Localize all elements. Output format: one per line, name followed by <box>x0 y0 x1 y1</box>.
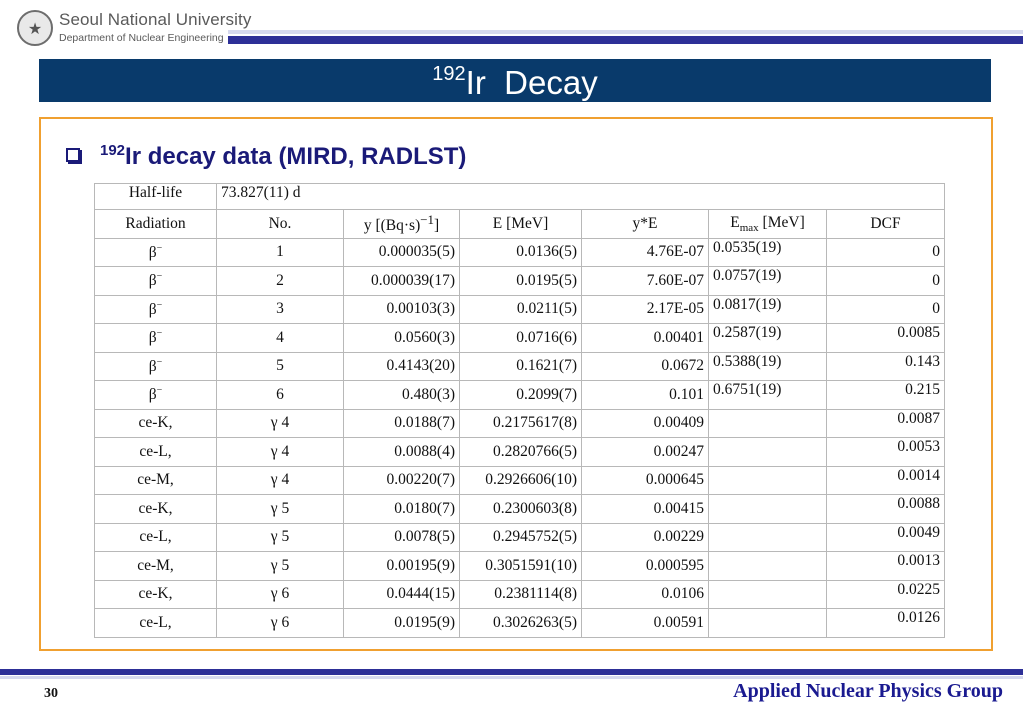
header-no: No. <box>217 210 344 239</box>
cell-no-text: γ 6 <box>270 585 290 603</box>
title-bar <box>39 59 991 102</box>
cell-no <box>217 466 344 495</box>
cell-radiation <box>95 352 217 381</box>
cell-radiation <box>95 552 217 581</box>
cell-yield <box>344 295 460 324</box>
cell-yield-energy <box>582 295 709 324</box>
cell-yield <box>344 381 460 410</box>
cell-yield-energy <box>582 324 709 353</box>
cell-yield-energy <box>582 495 709 524</box>
cell-yield-energy-text: 0.00415 <box>653 499 704 517</box>
cell-dcf-text: 0.0085 <box>897 324 940 341</box>
cell-yield-energy <box>582 580 709 609</box>
cell-radiation-superscript: − <box>156 271 163 283</box>
cell-yield-energy <box>582 552 709 581</box>
cell-yield-text: 0.00220(7) <box>386 471 455 489</box>
cell-energy-text: 0.0195(5) <box>516 271 577 289</box>
cell-yield-text: 0.4143(20) <box>386 357 455 375</box>
cell-no-text: 6 <box>276 385 284 403</box>
cell-yield-text: 0.0088(4) <box>394 442 455 460</box>
header-row <box>95 210 945 239</box>
cell-yield-text: 0.0188(7) <box>394 414 455 432</box>
cell-dcf <box>827 438 945 467</box>
cell-radiation-text: ce-K, <box>138 585 173 603</box>
cell-radiation-text: β <box>148 386 157 404</box>
cell-dcf-text: 0 <box>932 243 940 261</box>
cell-dcf-text: 0.0053 <box>897 438 940 455</box>
cell-no <box>217 580 344 609</box>
cell-radiation <box>95 295 217 324</box>
cell-radiation-text: β <box>148 329 157 347</box>
cell-emax <box>709 495 827 524</box>
cell-no-text: γ 4 <box>270 442 290 460</box>
cell-no-text: 4 <box>276 328 284 346</box>
cell-energy <box>460 238 582 267</box>
cell-radiation-text: β <box>148 300 157 318</box>
cell-radiation-text: ce-L, <box>139 442 172 460</box>
cell-yield <box>344 609 460 638</box>
cell-yield <box>344 352 460 381</box>
cell-radiation <box>95 238 217 267</box>
cell-energy-text: 0.0136(5) <box>516 243 577 261</box>
header-dcf: DCF <box>827 210 945 239</box>
header-energy: E [MeV] <box>460 210 582 239</box>
cell-energy <box>460 580 582 609</box>
cell-dcf <box>827 381 945 410</box>
cell-no <box>217 324 344 353</box>
cell-no-text: 2 <box>276 271 284 289</box>
cell-yield-energy <box>582 267 709 296</box>
cell-dcf <box>827 580 945 609</box>
cell-radiation-text: ce-M, <box>137 556 174 574</box>
cell-radiation <box>95 580 217 609</box>
cell-no-text: γ 5 <box>270 528 290 546</box>
cell-dcf-text: 0 <box>932 271 940 289</box>
slide-title <box>39 59 991 106</box>
header-emax-sub: max <box>739 221 759 234</box>
header-yield-close: ] <box>433 217 440 235</box>
cell-dcf <box>827 295 945 324</box>
cell-yield-energy <box>582 523 709 552</box>
cell-energy <box>460 523 582 552</box>
cell-no-text: 5 <box>276 357 284 375</box>
cell-yield <box>344 495 460 524</box>
cell-no-text: 1 <box>276 243 284 261</box>
cell-energy-text: 0.1621(7) <box>516 357 577 375</box>
table-row <box>95 580 945 609</box>
table-row <box>95 466 945 495</box>
cell-emax <box>709 438 827 467</box>
cell-energy-text: 0.2099(7) <box>516 385 577 403</box>
cell-emax-text: 0.0535(19) <box>713 238 782 256</box>
cell-yield-text: 0.000035(5) <box>378 243 455 261</box>
cell-no <box>217 267 344 296</box>
cell-dcf <box>827 523 945 552</box>
subtitle-mass-number: 192 <box>100 142 126 159</box>
cell-emax <box>709 580 827 609</box>
cell-dcf <box>827 495 945 524</box>
cell-dcf-text: 0.0013 <box>897 552 940 569</box>
cell-energy-text: 0.0211(5) <box>516 300 577 318</box>
halflife-value: 73.827(11) d <box>217 184 945 210</box>
cell-no <box>217 238 344 267</box>
cell-emax <box>709 352 827 381</box>
cell-energy <box>460 495 582 524</box>
cell-emax <box>709 466 827 495</box>
cell-radiation <box>95 409 217 438</box>
footer-divider <box>0 669 1023 679</box>
subtitle-text: Ir decay data (MIRD, RADLST) <box>125 143 467 170</box>
cell-emax <box>709 238 827 267</box>
cell-yield <box>344 267 460 296</box>
header-emax-unit: [MeV] <box>758 213 805 231</box>
cell-energy <box>460 438 582 467</box>
cell-yield-text: 0.00103(3) <box>386 300 455 318</box>
cell-no-text: γ 5 <box>270 499 290 517</box>
cell-dcf <box>827 324 945 353</box>
table-row <box>95 267 945 296</box>
cell-yield-energy-text: 0.0106 <box>661 585 704 603</box>
table-row <box>95 523 945 552</box>
cell-energy <box>460 609 582 638</box>
cell-yield-energy <box>582 466 709 495</box>
header-emax-main: E <box>730 213 740 231</box>
cell-yield-energy <box>582 238 709 267</box>
cell-radiation-superscript: − <box>156 328 163 340</box>
cell-yield-energy-text: 0.101 <box>669 385 704 403</box>
cell-yield <box>344 409 460 438</box>
cell-no <box>217 495 344 524</box>
cell-energy <box>460 552 582 581</box>
cell-energy-text: 0.0716(6) <box>516 328 577 346</box>
cell-energy-text: 0.2300603(8) <box>493 499 577 517</box>
cell-yield <box>344 523 460 552</box>
cell-energy-text: 0.2926606(10) <box>485 471 577 489</box>
cell-emax <box>709 295 827 324</box>
cell-yield-energy-text: 0.00247 <box>653 442 704 460</box>
cell-yield-text: 0.0078(5) <box>394 528 455 546</box>
cell-yield-text: 0.000039(17) <box>371 271 455 289</box>
title-element: Ir <box>465 64 486 101</box>
cell-yield-text: 0.00195(9) <box>386 556 455 574</box>
halflife-row <box>95 184 945 210</box>
cell-yield-energy-text: 0.00409 <box>653 414 704 432</box>
title-word: Decay <box>504 64 598 101</box>
header-yield-exponent: −1 <box>420 212 434 228</box>
cell-energy-text: 0.3051591(10) <box>485 556 577 574</box>
cell-radiation <box>95 495 217 524</box>
cell-no <box>217 552 344 581</box>
cell-no <box>217 409 344 438</box>
cell-yield <box>344 552 460 581</box>
cell-yield <box>344 580 460 609</box>
cell-dcf-text: 0.0087 <box>897 409 940 427</box>
cell-radiation <box>95 438 217 467</box>
cell-no <box>217 295 344 324</box>
table-row <box>95 381 945 410</box>
cell-emax <box>709 409 827 438</box>
cell-yield-text: 0.0180(7) <box>394 499 455 517</box>
table-row <box>95 324 945 353</box>
university-name: Seoul National University <box>59 10 252 29</box>
university-logo <box>15 8 252 48</box>
header-emax <box>709 210 827 239</box>
cell-energy-text: 0.2175617(8) <box>493 414 577 432</box>
cell-radiation-text: ce-L, <box>139 528 172 546</box>
department-name: Department of Nuclear Engineering <box>59 32 224 44</box>
cell-energy-text: 0.2820766(5) <box>493 442 577 460</box>
cell-yield-text: 0.0444(15) <box>386 585 455 603</box>
cell-yield-energy-text: 0.00229 <box>653 528 704 546</box>
cell-dcf <box>827 352 945 381</box>
cell-energy <box>460 324 582 353</box>
decay-data-table <box>94 183 945 638</box>
cell-yield-energy <box>582 438 709 467</box>
cell-dcf <box>827 267 945 296</box>
cell-dcf-text: 0 <box>932 300 940 318</box>
cell-emax-text: 0.0817(19) <box>713 295 782 313</box>
table-row <box>95 409 945 438</box>
cell-radiation-text: ce-L, <box>139 613 172 631</box>
cell-radiation <box>95 523 217 552</box>
cell-yield-energy <box>582 381 709 410</box>
table-row <box>95 352 945 381</box>
cell-yield-energy-text: 7.60E-07 <box>646 271 704 289</box>
cell-radiation <box>95 466 217 495</box>
cell-radiation <box>95 381 217 410</box>
cell-emax-text: 0.6751(19) <box>713 381 782 398</box>
cell-emax <box>709 267 827 296</box>
cell-no-text: 3 <box>276 300 284 318</box>
cell-no-text: γ 4 <box>270 471 290 489</box>
cell-emax-text: 0.5388(19) <box>713 352 782 370</box>
cell-yield-energy <box>582 352 709 381</box>
cell-emax <box>709 381 827 410</box>
cell-yield <box>344 238 460 267</box>
cell-radiation-superscript: − <box>156 299 163 311</box>
cell-radiation-superscript: − <box>156 356 163 368</box>
cell-dcf-text: 0.0088 <box>897 495 940 512</box>
header-radiation: Radiation <box>95 210 217 239</box>
cell-emax <box>709 324 827 353</box>
cell-no-text: γ 6 <box>270 613 290 631</box>
cell-yield <box>344 324 460 353</box>
header-yield-main: y [(Bq·s) <box>363 217 421 235</box>
cell-energy <box>460 267 582 296</box>
cell-yield-energy <box>582 609 709 638</box>
cell-energy <box>460 295 582 324</box>
header-yield-energy: y*E <box>582 210 709 239</box>
cell-yield-text: 0.0195(9) <box>394 613 455 631</box>
cell-radiation <box>95 609 217 638</box>
cell-radiation-text: β <box>148 357 157 375</box>
cell-yield <box>344 466 460 495</box>
header-yield <box>344 210 460 239</box>
cell-radiation-superscript: − <box>156 242 163 254</box>
table-row <box>95 609 945 638</box>
cell-radiation-text: β <box>148 272 157 290</box>
cell-energy-text: 0.2381114(8) <box>494 585 577 603</box>
cell-radiation-superscript: − <box>156 385 163 397</box>
table-row <box>95 495 945 524</box>
table-row <box>95 295 945 324</box>
cell-emax-text: 0.2587(19) <box>713 324 782 341</box>
table-row <box>95 238 945 267</box>
cell-dcf-text: 0.215 <box>905 381 940 398</box>
cell-energy <box>460 409 582 438</box>
cell-dcf <box>827 552 945 581</box>
cell-radiation-text: ce-M, <box>137 471 174 489</box>
cell-emax <box>709 523 827 552</box>
cell-yield-energy-text: 0.00401 <box>653 328 704 346</box>
cell-yield-energy-text: 4.76E-07 <box>646 243 704 261</box>
cell-dcf <box>827 238 945 267</box>
university-seal-icon: ★ <box>17 10 53 46</box>
cell-dcf <box>827 409 945 438</box>
cell-dcf-text: 0.0014 <box>897 466 940 484</box>
cell-dcf-text: 0.0225 <box>897 580 940 598</box>
cell-yield-text: 0.0560(3) <box>394 328 455 346</box>
cell-dcf <box>827 466 945 495</box>
cell-yield-energy-text: 2.17E-05 <box>646 300 704 318</box>
header-divider <box>228 30 1023 44</box>
cell-yield-energy-text: 0.0672 <box>661 357 704 375</box>
cell-no <box>217 352 344 381</box>
cell-radiation-text: ce-K, <box>138 499 173 517</box>
table-row <box>95 438 945 467</box>
section-heading <box>100 142 466 171</box>
cell-radiation-text: β <box>148 243 157 261</box>
cell-radiation <box>95 324 217 353</box>
checkbox-bullet-icon <box>66 148 80 162</box>
group-name: Applied Nuclear Physics Group <box>733 680 1003 702</box>
cell-no <box>217 609 344 638</box>
page-number: 30 <box>44 686 58 701</box>
cell-radiation <box>95 267 217 296</box>
cell-no <box>217 438 344 467</box>
cell-dcf-text: 0.0049 <box>897 523 940 541</box>
cell-emax <box>709 609 827 638</box>
cell-yield-energy-text: 0.00591 <box>653 613 704 631</box>
cell-radiation-text: ce-K, <box>138 414 173 432</box>
cell-emax-text: 0.0757(19) <box>713 267 782 284</box>
cell-yield-energy-text: 0.000595 <box>645 556 704 574</box>
table-row <box>95 552 945 581</box>
cell-yield-energy-text: 0.000645 <box>645 471 704 489</box>
cell-yield-text: 0.480(3) <box>402 385 455 403</box>
cell-no-text: γ 4 <box>270 414 290 432</box>
cell-dcf-text: 0.0126 <box>897 609 940 626</box>
cell-dcf <box>827 609 945 638</box>
cell-energy-text: 0.2945752(5) <box>493 528 577 546</box>
cell-energy <box>460 352 582 381</box>
cell-yield <box>344 438 460 467</box>
title-mass-number: 192 <box>432 63 466 85</box>
cell-emax <box>709 552 827 581</box>
halflife-label: Half-life <box>95 184 217 210</box>
cell-energy-text: 0.3026263(5) <box>493 613 577 631</box>
cell-no <box>217 381 344 410</box>
cell-energy <box>460 381 582 410</box>
cell-yield-energy <box>582 409 709 438</box>
cell-no <box>217 523 344 552</box>
cell-energy <box>460 466 582 495</box>
cell-dcf-text: 0.143 <box>905 352 940 370</box>
cell-no-text: γ 5 <box>270 556 290 574</box>
